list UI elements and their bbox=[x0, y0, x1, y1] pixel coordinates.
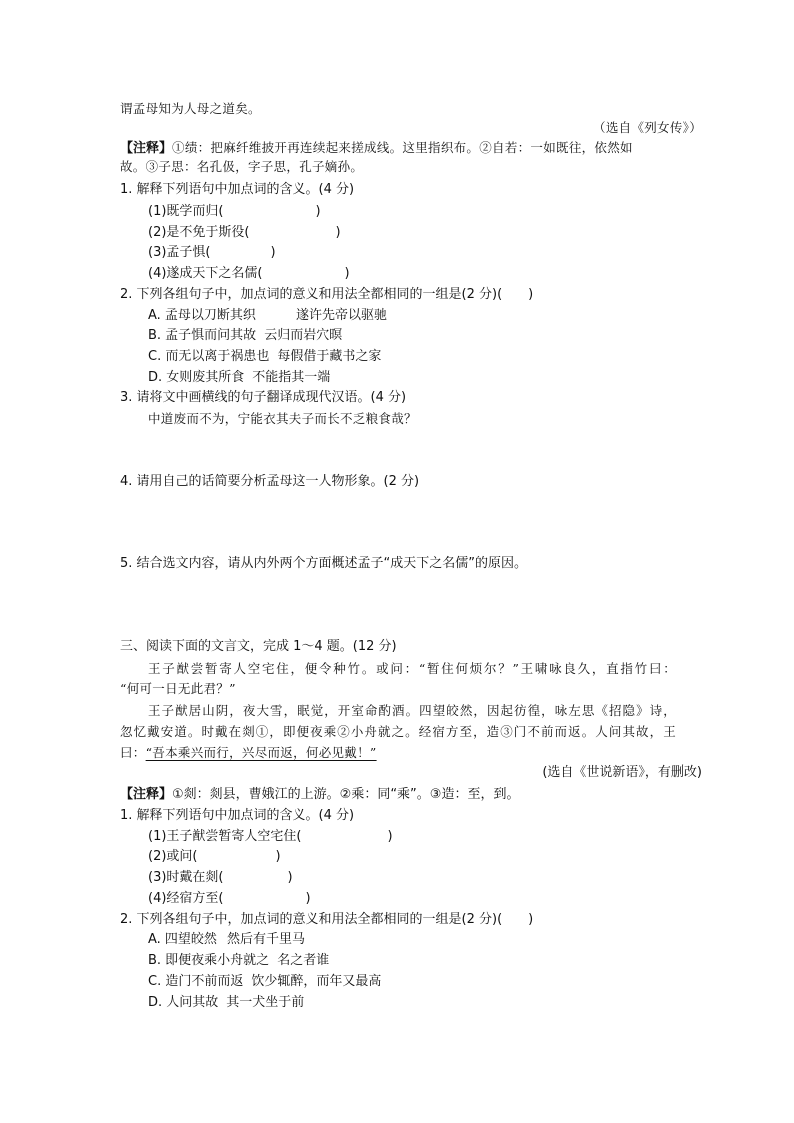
question-1-stem: 1. 解释下列语句中加点词的含义。(4 分) bbox=[120, 182, 355, 197]
s3-question-2-option-d: D. 人问其故 其一犬坐于前 bbox=[148, 995, 305, 1010]
question-1-item-2: (2)是不免于斯役( ) bbox=[148, 225, 341, 240]
s3-question-1-item-2: (2)或问( ) bbox=[148, 849, 281, 864]
question-1-item-1: (1)既学而归( ) bbox=[148, 204, 321, 219]
question-2-option-c: C. 而无以离于祸患也 每假借于藏书之家 bbox=[148, 349, 382, 364]
section-3-heading: 三、阅读下面的文言文，完成 1～4 题。(12 分) bbox=[120, 639, 397, 654]
notes-line-1 bbox=[120, 140, 676, 157]
source-citation-2: (选自《世说新语》，有删改) bbox=[542, 765, 702, 780]
s3-question-1-stem: 1. 解释下列语句中加点词的含义。(4 分) bbox=[120, 808, 355, 823]
s3-question-1-item-3: (3)时戴在剡( ) bbox=[148, 870, 293, 885]
source-citation: （选自《列女传》） bbox=[593, 120, 702, 135]
notes-text-1: ①绩：把麻纤维披开再连续起来搓成线。这里指织布。②自若：一如既往，依然如 bbox=[172, 140, 633, 155]
s3-question-1-item-4: (4)经宿方至( ) bbox=[148, 891, 311, 906]
s3-question-2-option-c: C. 造门不前而返 饮少辄醉，而年又最高 bbox=[148, 974, 382, 989]
question-2-stem: 2. 下列各组句子中，加点词的意义和用法全都相同的一组是(2 分)( ) bbox=[120, 287, 534, 302]
passage-p2-line-1: 王子猷居山阴，夜大雪，眠觉，开室命酌酒。四望皎然，因起彷徨，咏左思《招隐》诗， bbox=[148, 703, 676, 718]
passage-p1-line-2: “何可一日无此君？” bbox=[120, 681, 236, 696]
underlined-sentence: “吾本乘兴而行，兴尽而返，何必见戴！” bbox=[145, 745, 377, 760]
s3-question-1-item-1: (1)王子猷尝暂寄人空宅住( ) bbox=[148, 829, 393, 844]
question-3-stem: 3. 请将文中画横线的句子翻译成现代汉语。(4 分) bbox=[120, 390, 407, 405]
question-2-option-a: A. 孟母以刀断其织 遂许先帝以驱驰 bbox=[148, 308, 387, 323]
question-1-item-4: (4)遂成天下之名儒( ) bbox=[148, 266, 350, 281]
s3-question-2-option-b: B. 即便夜乘小舟就之 名之者谁 bbox=[148, 953, 330, 968]
passage-p2-line-2: 忽忆戴安道。时戴在剡①，即便夜乘②小舟就之。经宿方至，造③门不前而返。人问其故，王 bbox=[120, 724, 676, 739]
s3-question-2-stem: 2. 下列各组句子中，加点词的意义和用法全都相同的一组是(2 分)( ) bbox=[120, 912, 534, 927]
s3-question-2-option-a: A. 四望皎然 然后有千里马 bbox=[148, 932, 305, 947]
notes-2-text: ①剡：剡县，曹娥江的上游。②乘：同“乘”。③造：至，到。 bbox=[172, 787, 520, 802]
question-2-option-b: B. 孟子惧而问其故 云归而岩穴暝 bbox=[148, 328, 343, 343]
question-3-sentence: 中道废而不为，宁能衣其夫子而长不乏粮食哉？ bbox=[148, 411, 417, 426]
notes-2-label: 【注释】 bbox=[120, 787, 173, 802]
question-5-stem: 5. 结合选文内容，请从内外两个方面概述孟子“成天下之名儒”的原因。 bbox=[120, 556, 528, 571]
passage-p2-line-3: 曰：“吾本乘兴而行，兴尽而返，何必见戴！” bbox=[120, 745, 377, 760]
notes-line-2: 故。③子思：名孔伋，字子思，孔子嫡孙。 bbox=[120, 159, 364, 174]
question-2-option-d: D. 女则废其所食 不能指其一端 bbox=[148, 370, 331, 385]
question-1-item-3: (3)孟子惧( ) bbox=[148, 245, 276, 260]
passage-closing-line: 谓孟母知为人母之道矣。 bbox=[120, 101, 261, 116]
notes-label: 【注释】 bbox=[120, 141, 173, 156]
question-4-stem: 4. 请用自己的话简要分析孟母这一人物形象。(2 分) bbox=[120, 474, 420, 489]
passage-p1-line-1: 王子猷尝暂寄人空宅住，便令种竹。或问：“暂住何烦尔？”王啸咏良久，直指竹曰： bbox=[148, 661, 676, 676]
notes-2 bbox=[120, 787, 519, 803]
